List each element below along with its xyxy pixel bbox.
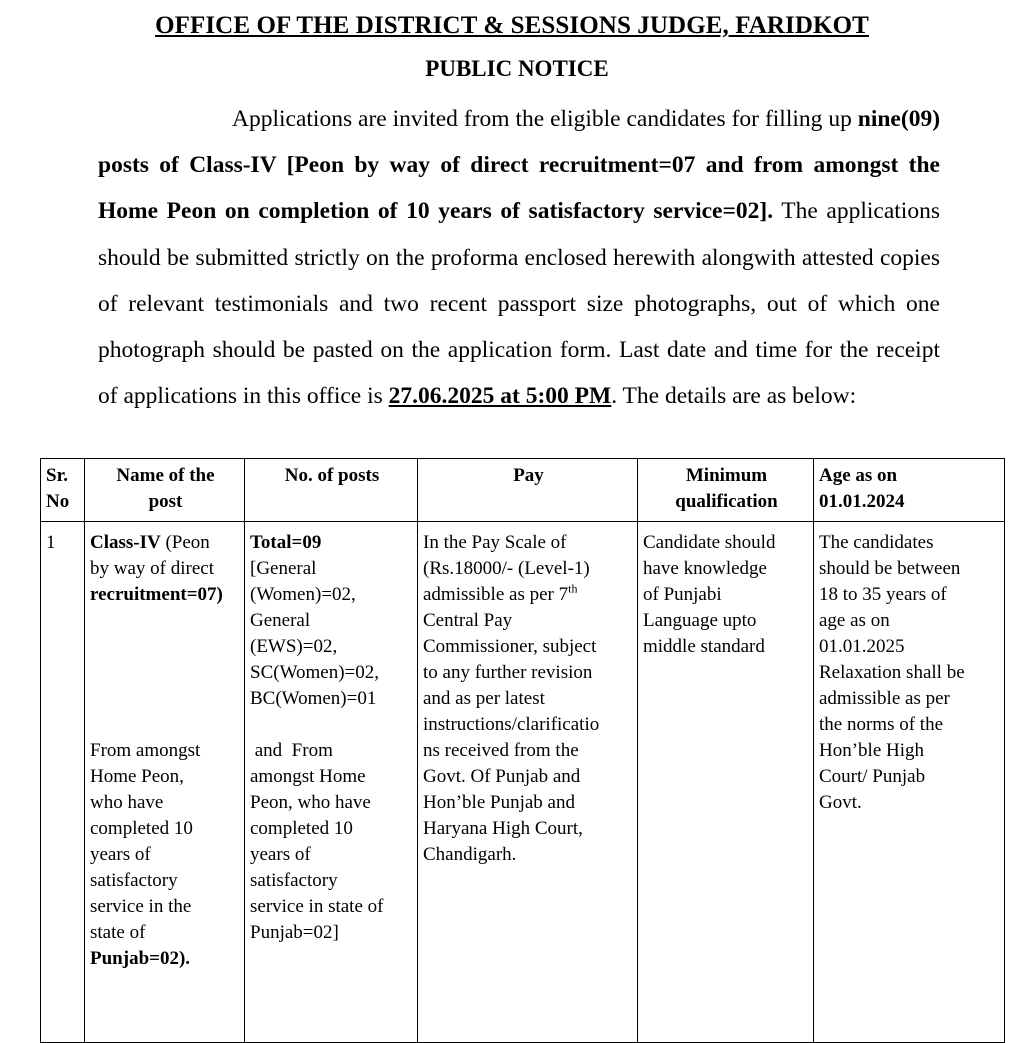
header-post-name: Name of the post [85,459,245,522]
header-pay: Pay [418,459,638,522]
posts-table [40,458,1005,1043]
header-sr-no: Sr. No [41,459,85,522]
notice-title: PUBLIC NOTICE [425,56,609,81]
notice-posts-summary: nine(09) posts of Class-IV [Peon by way of direct recruitment=07 and from amongst the Home Peon on completion of 10 years of satisfactory service=02]. [98,106,941,225]
header-age: Age as on 01.01.2024 [814,459,1005,522]
notice-deadline: 27.06.2025 at 5:00 PM [388,383,612,410]
table-header-row [41,459,1005,522]
table-row [41,522,1005,1043]
header-no-of-posts: No. of posts [245,459,418,522]
notice-outro: . The details are as below: [611,383,857,410]
notice-paragraph [98,96,940,419]
cell-pay: In the Pay Scale of (Rs.18000/- (Level-1) admissible as per 7th Central Pay Commissioner, subject to any further revision and as per latest instructions/clarificatio ns received from the Govt. Of Punjab and Hon’ble Punjab and Haryana High Court, Chandigarh. [418,522,638,1043]
cell-min-qualification: Candidate should have knowledge of Punjabi Language upto middle standard [638,522,814,1043]
cell-no-of-posts: Total=09 [General (Women)=02, General (EWS)=02, SC(Women)=02, BC(Women)=01 and From amongst Home Peon, who have completed 10 years of satisfactory service in state of Punjab=02] [245,522,418,1043]
notice-instructions: The applications should be submitted strictly on the proforma enclosed herewith alongwith attested copies of relevant testimonials and two recent passport size photographs, out of which one photograph should be pasted on the application form. Last date and time for the receipt of applications in this office is [98,198,940,410]
cell-post-name: Class-IV (Peon by way of direct recruitment=07) From amongst Home Peon, who have completed 10 years of satisfactory service in the state of Punjab=02). [85,522,245,1043]
office-title: OFFICE OF THE DISTRICT & SESSIONS JUDGE, FARIDKOT [155,12,869,39]
cell-sr-no: 1 [41,522,85,1043]
header-min-qualification: Minimum qualification [638,459,814,522]
notice-intro: Applications are invited from the eligible candidates for filling up [232,106,852,132]
cell-age: The candidates should be between 18 to 35 years of age as on 01.01.2025 Relaxation shall be admissible as per the norms of the Hon’ble High Court/ Punjab Govt. [814,522,1005,1043]
